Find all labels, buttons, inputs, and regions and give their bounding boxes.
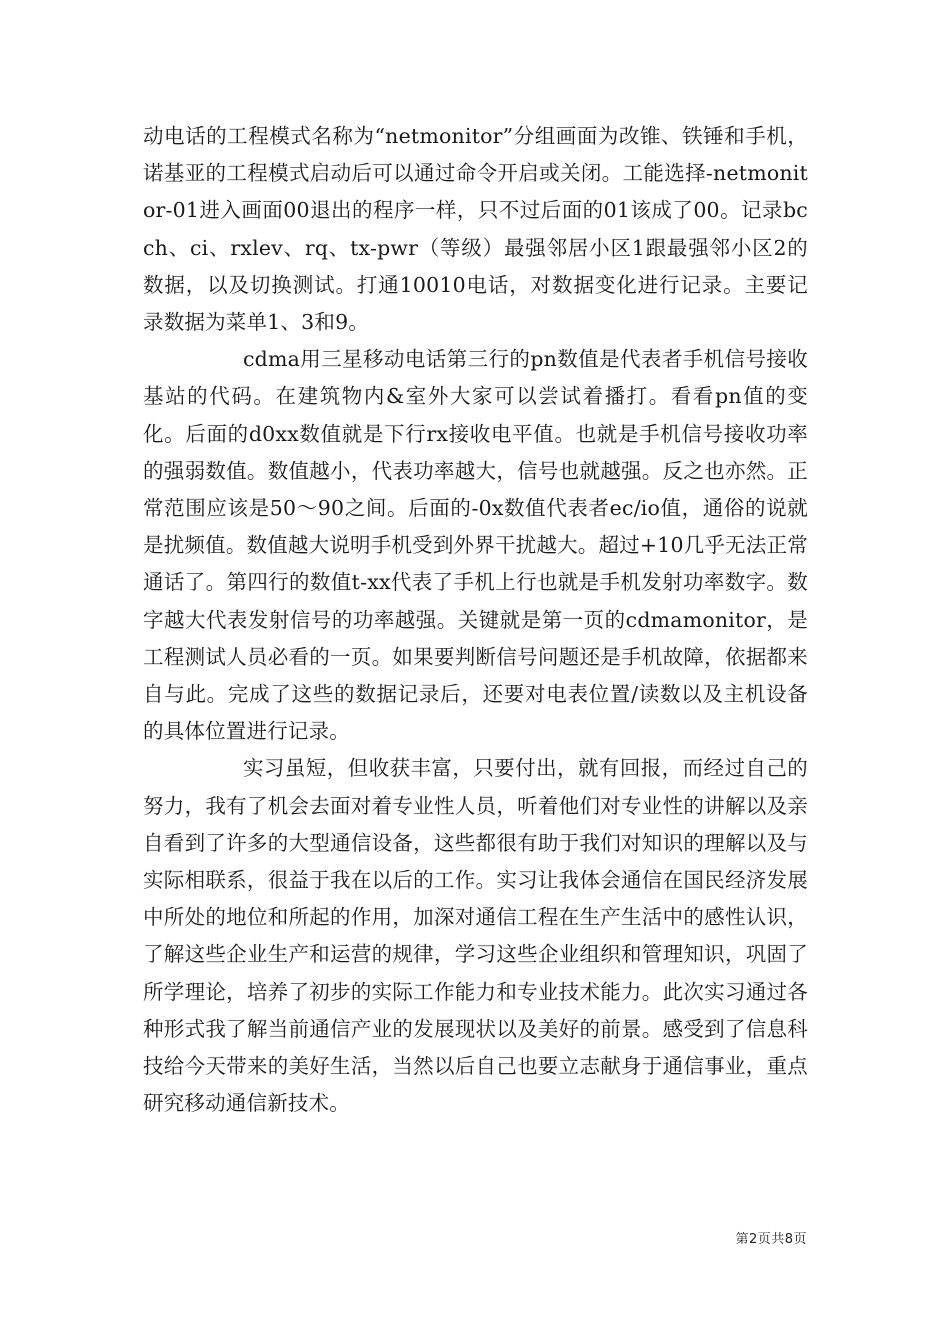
document-body xyxy=(143,118,808,1122)
paragraph-cdma: cdma用三星移动电话第三行的pn数值是代表者手机信号接收基站的代码。在建筑物内&室外大家可以尝试着播打。看看pn值的变化。后面的d0xx数值就是下行rx接收电平值。也就是手机信号接收功率的强弱数值。数值越小，代表功率越大，信号也就越强。反之也亦然。正常范围应该是50～90之间。后面的-0x数值代表者ec/io值，通俗的说就是扰频值。数值越大说明手机受到外界干扰越大。超过+10几乎无法正常通话了。第四行的数值t-xx代表了手机上行也就是手机发射功率数字。数字越大代表发射信号的功率越强。关键就是第一页的cdmamonitor，是工程测试人员必看的一页。如果要判断信号问题还是手机故障，依据都来自与此。完成了这些的数据记录后，还要对电表位置/读数以及主机设备的具体位置进行记录。 xyxy=(143,347,808,744)
page-number: 第2页共8页 xyxy=(735,1232,807,1247)
paragraph-netmonitor: 动电话的工程模式名称为“netmonitor”分组画面为改锥、铁锤和手机，诺基亚的工程模式启动后可以通过命令开启或关闭。工能选择-netmonitor-01进入画面00退出的程序一样，只不过后面的01该成了00。记录bcch、ci、rxlev、rq、tx-pwr（等级）最强邻居小区1跟最强邻小区2的数据，以及切换测试。打通10010电话，对数据变化进行记录。主要记录数据为菜单1、3和9。 xyxy=(143,124,808,335)
paragraph-summary: 实习虽短，但收获丰富，只要付出，就有回报，而经过自己的努力，我有了机会去面对着专业性人员，听着他们对专业性的讲解以及亲自看到了许多的大型通信设备，这些都很有助于我们对知识的理解以及与实际相联系，很益于我在以后的工作。实习让我体会通信在国民经济发展中所处的地位和所起的作用，加深对通信工程在生产生活中的感性认识，了解这些企业生产和运营的规律，学习这些企业组织和管理知识，巩固了所学理论，培养了初步的实际工作能力和专业技术能力。此次实习通过各种形式我了解当前通信产业的发展现状以及美好的前景。感受到了信息科技给今天带来的美好生活，当然以后自己也要立志献身于通信事业，重点研究移动通信新技术。 xyxy=(143,756,808,1116)
